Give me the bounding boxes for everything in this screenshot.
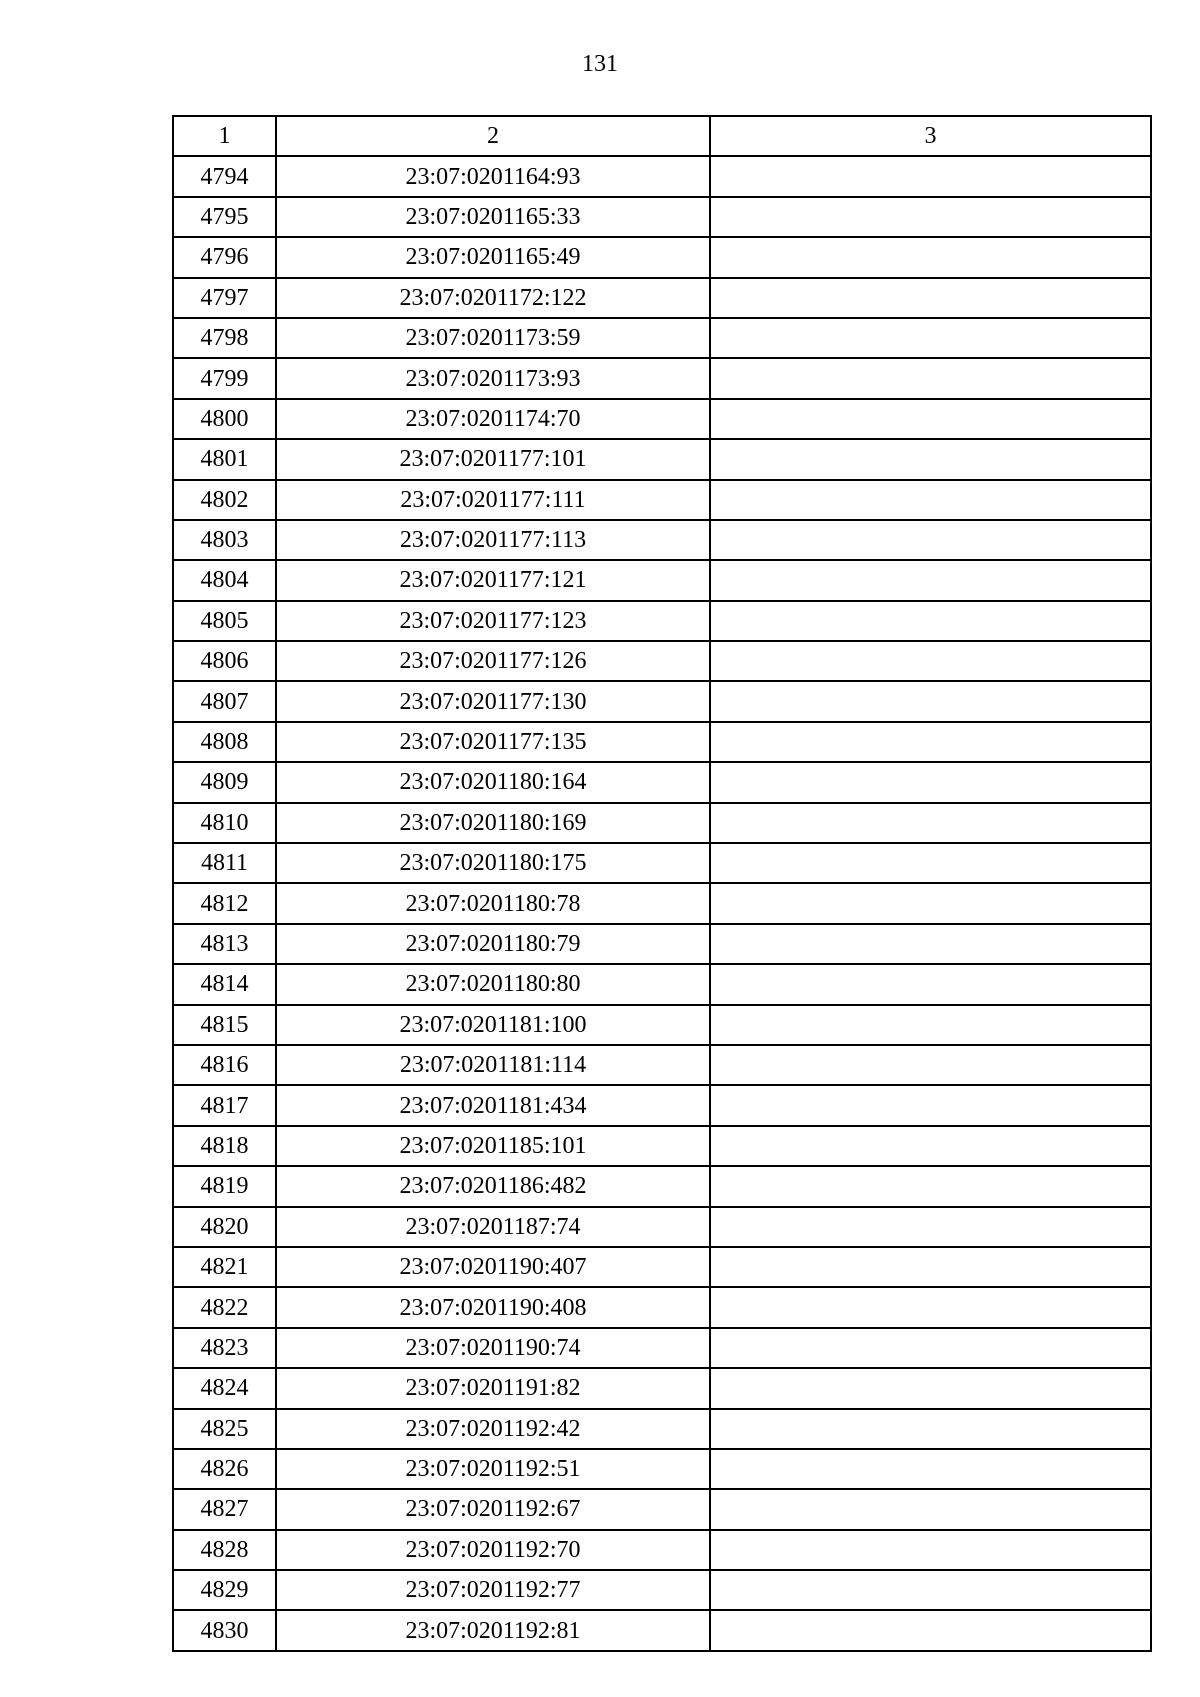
cadastral-number-cell: 23:07:0201190:407 [276,1247,710,1287]
row-number-cell: 4821 [173,1247,276,1287]
cadastral-number-cell: 23:07:0201177:123 [276,601,710,641]
table-row [173,762,1151,802]
row-number-cell: 4827 [173,1489,276,1529]
notes-cell [710,237,1151,277]
row-number-cell: 4808 [173,722,276,762]
row-number-cell: 4830 [173,1610,276,1650]
cadastral-number-cell: 23:07:0201177:135 [276,722,710,762]
cadastral-number-cell: 23:07:0201192:77 [276,1570,710,1610]
row-number-cell: 4801 [173,439,276,479]
table-row [173,197,1151,237]
cadastral-number-cell: 23:07:0201177:121 [276,560,710,600]
table-row [173,843,1151,883]
notes-cell [710,641,1151,681]
cadastral-number-cell: 23:07:0201192:67 [276,1489,710,1529]
notes-cell [710,1287,1151,1327]
table-row [173,1449,1151,1489]
page-number: 131 [582,51,618,77]
row-number-cell: 4819 [173,1166,276,1206]
row-number-cell: 4826 [173,1449,276,1489]
notes-cell [710,1247,1151,1287]
notes-cell [710,601,1151,641]
table-row [173,1368,1151,1408]
row-number-cell: 4799 [173,358,276,398]
row-number-cell: 4796 [173,237,276,277]
cadastral-number-cell: 23:07:0201173:93 [276,358,710,398]
table-row [173,560,1151,600]
row-number-cell: 4815 [173,1005,276,1045]
notes-cell [710,1570,1151,1610]
table-row [173,1570,1151,1610]
cadastral-number-cell: 23:07:0201164:93 [276,156,710,196]
table-row [173,1610,1151,1650]
row-number-cell: 4794 [173,156,276,196]
cadastral-number-cell: 23:07:0201181:114 [276,1045,710,1085]
row-number-cell: 4813 [173,924,276,964]
cadastral-number-cell: 23:07:0201177:101 [276,439,710,479]
table-row [173,641,1151,681]
column-header-1: 1 [173,116,276,156]
cadastral-number-cell: 23:07:0201180:80 [276,964,710,1004]
row-number-cell: 4816 [173,1045,276,1085]
cadastral-number-cell: 23:07:0201180:169 [276,803,710,843]
table-row [173,1085,1151,1125]
notes-cell [710,1489,1151,1529]
cadastral-number-cell: 23:07:0201173:59 [276,318,710,358]
notes-cell [710,1166,1151,1206]
cadastral-number-cell: 23:07:0201172:122 [276,278,710,318]
notes-cell [710,439,1151,479]
cadastral-table [172,115,1152,1652]
row-number-cell: 4810 [173,803,276,843]
table-row [173,318,1151,358]
table-row [173,156,1151,196]
cadastral-number-cell: 23:07:0201192:51 [276,1449,710,1489]
notes-cell [710,1449,1151,1489]
notes-cell [710,560,1151,600]
notes-cell [710,803,1151,843]
table-row [173,1328,1151,1368]
notes-cell [710,964,1151,1004]
column-header-3: 3 [710,116,1151,156]
cadastral-number-cell: 23:07:0201180:79 [276,924,710,964]
row-number-cell: 4820 [173,1207,276,1247]
notes-cell [710,480,1151,520]
cadastral-number-cell: 23:07:0201177:111 [276,480,710,520]
row-number-cell: 4824 [173,1368,276,1408]
table-row [173,964,1151,1004]
notes-cell [710,156,1151,196]
row-number-cell: 4811 [173,843,276,883]
notes-cell [710,399,1151,439]
cadastral-number-cell: 23:07:0201177:126 [276,641,710,681]
table-row [173,1530,1151,1570]
cadastral-number-cell: 23:07:0201174:70 [276,399,710,439]
notes-cell [710,722,1151,762]
cadastral-number-cell: 23:07:0201192:42 [276,1409,710,1449]
notes-cell [710,762,1151,802]
row-number-cell: 4798 [173,318,276,358]
cadastral-number-cell: 23:07:0201192:70 [276,1530,710,1570]
notes-cell [710,1368,1151,1408]
table-row [173,1166,1151,1206]
notes-cell [710,924,1151,964]
cadastral-number-cell: 23:07:0201190:74 [276,1328,710,1368]
table-row [173,1409,1151,1449]
cadastral-number-cell: 23:07:0201191:82 [276,1368,710,1408]
notes-cell [710,1610,1151,1650]
table-row [173,681,1151,721]
table-row [173,924,1151,964]
table-row [173,1005,1151,1045]
row-number-cell: 4829 [173,1570,276,1610]
notes-cell [710,520,1151,560]
row-number-cell: 4828 [173,1530,276,1570]
column-header-2: 2 [276,116,710,156]
notes-cell [710,1328,1151,1368]
notes-cell [710,1530,1151,1570]
row-number-cell: 4822 [173,1287,276,1327]
row-number-cell: 4823 [173,1328,276,1368]
notes-cell [710,1126,1151,1166]
notes-cell [710,1409,1151,1449]
table-header-row [173,116,1151,156]
cadastral-number-cell: 23:07:0201180:175 [276,843,710,883]
cadastral-number-cell: 23:07:0201181:434 [276,1085,710,1125]
row-number-cell: 4800 [173,399,276,439]
notes-cell [710,318,1151,358]
notes-cell [710,358,1151,398]
table-row [173,358,1151,398]
row-number-cell: 4806 [173,641,276,681]
cadastral-number-cell: 23:07:0201190:408 [276,1287,710,1327]
table-row [173,399,1151,439]
row-number-cell: 4803 [173,520,276,560]
row-number-cell: 4818 [173,1126,276,1166]
table-row [173,722,1151,762]
notes-cell [710,197,1151,237]
notes-cell [710,1085,1151,1125]
table-row [173,1045,1151,1085]
notes-cell [710,843,1151,883]
table-row [173,439,1151,479]
notes-cell [710,681,1151,721]
cadastral-number-cell: 23:07:0201177:130 [276,681,710,721]
row-number-cell: 4817 [173,1085,276,1125]
table-row [173,1247,1151,1287]
row-number-cell: 4802 [173,480,276,520]
cadastral-number-cell: 23:07:0201180:78 [276,883,710,923]
cadastral-number-cell: 23:07:0201186:482 [276,1166,710,1206]
notes-cell [710,1045,1151,1085]
cadastral-number-cell: 23:07:0201192:81 [276,1610,710,1650]
notes-cell [710,1005,1151,1045]
cadastral-number-cell: 23:07:0201185:101 [276,1126,710,1166]
table-row [173,1207,1151,1247]
table-row [173,278,1151,318]
table-row [173,601,1151,641]
cadastral-number-cell: 23:07:0201177:113 [276,520,710,560]
table-row [173,883,1151,923]
row-number-cell: 4825 [173,1409,276,1449]
cadastral-number-cell: 23:07:0201165:49 [276,237,710,277]
cadastral-number-cell: 23:07:0201181:100 [276,1005,710,1045]
notes-cell [710,1207,1151,1247]
table-row [173,1287,1151,1327]
table-row [173,803,1151,843]
cadastral-number-cell: 23:07:0201187:74 [276,1207,710,1247]
table-row [173,520,1151,560]
table-row [173,480,1151,520]
notes-cell [710,883,1151,923]
table-body [173,156,1151,1650]
row-number-cell: 4795 [173,197,276,237]
table-row [173,1489,1151,1529]
row-number-cell: 4807 [173,681,276,721]
notes-cell [710,278,1151,318]
cadastral-number-cell: 23:07:0201165:33 [276,197,710,237]
row-number-cell: 4805 [173,601,276,641]
row-number-cell: 4814 [173,964,276,1004]
table-row [173,1126,1151,1166]
cadastral-number-cell: 23:07:0201180:164 [276,762,710,802]
table-row [173,237,1151,277]
row-number-cell: 4797 [173,278,276,318]
row-number-cell: 4812 [173,883,276,923]
row-number-cell: 4804 [173,560,276,600]
row-number-cell: 4809 [173,762,276,802]
